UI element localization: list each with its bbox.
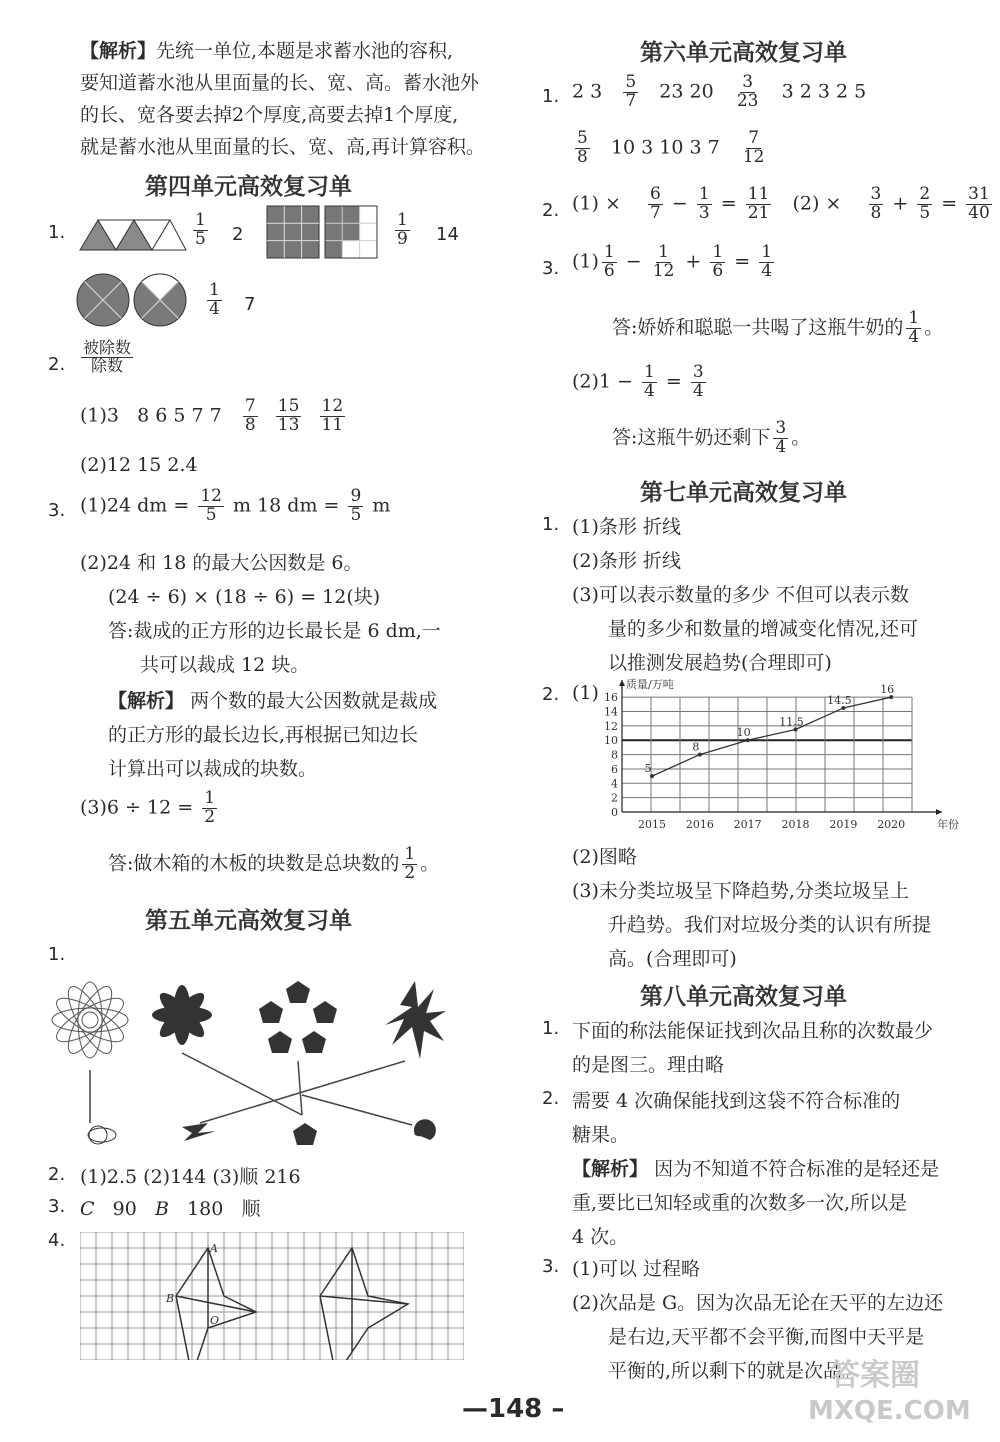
u8-q1-number: 1. xyxy=(542,1018,560,1039)
point-a-label: A xyxy=(210,1242,218,1255)
u5-q3-text: C 90 B 180 顺 xyxy=(80,1198,261,1220)
u7-q1-line4: 量的多少和数量的增减变化情况,还可 xyxy=(608,618,919,640)
circles-figure xyxy=(76,272,188,328)
x-tick-label: 2015 xyxy=(638,818,666,831)
bottom-shapes xyxy=(88,1119,436,1145)
shape-rotated xyxy=(320,1248,408,1360)
y-tick-label: 10 xyxy=(604,734,618,748)
u4-q2-row1: (1)3 8 6 5 7 7 $\frac{7}{8}$ $\frac{15}{13}$ $\frac{12}{11}$ xyxy=(80,396,344,435)
u7-q1-line3: (3)可以表示数量的多少 不但可以表示数 xyxy=(572,584,909,606)
u6-q2-number: 2. xyxy=(542,200,560,221)
y-axis-label: 质量/万吨 xyxy=(626,678,674,691)
line-chart xyxy=(592,676,964,832)
data-label: 8 xyxy=(692,740,700,754)
y-tick-label: 4 xyxy=(611,777,618,791)
x-tick-label: 2019 xyxy=(829,818,858,831)
triangles-figure xyxy=(78,218,188,252)
u6-q2-expr: (1) × $\frac{6}{7}$ − $\frac{1}{3}$ = $\frac{11}{21}$ (2) × $\frac{3}{8}$ + $\frac{2}{5}$ = $\frac{31}{40}$ xyxy=(572,184,990,223)
u8-q3-line2: (2)次品是 G。因为次品无论在天平的左边还 xyxy=(572,1292,944,1314)
intro-analysis-line1 xyxy=(80,36,453,63)
rotation-grid-figure xyxy=(80,1232,464,1360)
u4-q3-line3: (24 ÷ 6) × (18 ÷ 6) = 12(块) xyxy=(108,586,381,608)
u7-q2-line5: 高。(合理即可) xyxy=(608,948,737,970)
x-tick-label: 2017 xyxy=(733,818,762,831)
u7-q1-number: 1. xyxy=(542,514,560,535)
u4-q3-line5: 共可以裁成 12 块。 xyxy=(140,654,310,676)
x-tick-label: 2018 xyxy=(781,818,810,831)
y-tick-label: 8 xyxy=(611,748,618,762)
u8-q2-analysis2: 重,要比已知轻或重的次数多一次,所以是 xyxy=(572,1192,908,1214)
data-label: 11.5 xyxy=(779,715,804,729)
y-tick-label: 16 xyxy=(604,691,618,705)
u4-q1-val2: 14 xyxy=(436,224,459,245)
x-axis-label: 年份 xyxy=(937,818,959,831)
u4-q3-analysis1: 【解析】 两个数的最大公因数就是裁成 xyxy=(108,690,438,712)
u4-q3-line2: (2)24 和 18 的最大公因数是 6。 xyxy=(80,552,363,574)
flower-outline-figure xyxy=(51,981,129,1059)
u7-q2-line3: (3)未分类垃圾呈下降趋势,分类垃圾呈上 xyxy=(572,880,909,902)
point-o-label: O xyxy=(210,1314,220,1327)
watermark-url: MXQE.COM xyxy=(808,1396,971,1426)
u6-q1-row2: $\frac{5}{8}$ 10 3 10 3 7 $\frac{7}{12}$ xyxy=(577,128,765,167)
u4-q1-frac2: $\frac{1}{9}$ xyxy=(397,210,408,249)
analysis-text: 先统一单位,本题是求蓄水池的容积, xyxy=(156,40,454,62)
u4-q3-line1: (1)24 dm = $\frac{12}{5}$ m 18 dm = $\frac{9}{5}$ m xyxy=(80,486,391,525)
pentagon-ring-figure xyxy=(259,981,337,1053)
shape-matching-figure xyxy=(40,975,460,1155)
u4-q2-row2: (2)12 15 2.4 xyxy=(80,454,198,476)
u8-q1-line1: 下面的称法能保证找到次品且称的次数最少 xyxy=(572,1020,934,1042)
u5-q2-number: 2. xyxy=(48,1164,66,1185)
grid-squares-figure xyxy=(266,205,378,259)
unit4-title: 第四单元高效复习单 xyxy=(145,174,352,200)
u8-q3-line4: 平衡的,所以剩下的就是次品。 xyxy=(608,1360,862,1382)
series-line xyxy=(652,697,891,776)
y-tick-label: 6 xyxy=(611,762,618,776)
y-tick-label: 12 xyxy=(604,719,618,733)
intro-analysis-line2: 要知道蓄水池从里面量的长、宽、高。蓄水池外 xyxy=(80,72,480,94)
u4-q1-frac1: $\frac{1}{5}$ xyxy=(195,210,206,249)
data-label: 5 xyxy=(644,762,652,776)
u5-q4-number: 4. xyxy=(48,1230,66,1251)
u4-q2-number: 2. xyxy=(48,354,66,375)
u8-q2-number: 2. xyxy=(542,1088,560,1109)
u6-q1-row1: 2 3 $\frac{5}{7}$ 23 20 $\frac{3}{23}$ 3 2 3 2 5 xyxy=(572,72,867,111)
u8-q3-number: 3. xyxy=(542,1256,560,1277)
u7-q1-line1: (1)条形 折线 xyxy=(572,516,681,538)
u4-q3-line7: 答:做木箱的木板的块数是总块数的 $\frac{1}{2}$ 。 xyxy=(108,844,440,883)
u8-q2-line2: 糖果。 xyxy=(572,1124,630,1146)
u4-q1-val3: 7 xyxy=(244,294,256,315)
u5-q3-number: 3. xyxy=(48,1196,66,1217)
u4-q3-analysis3: 计算出可以裁成的块数。 xyxy=(108,758,318,780)
intro-analysis-line3: 的长、宽各要去掉2个厚度,高要去掉1个厚度, xyxy=(80,104,459,126)
y-tick-label: 2 xyxy=(611,791,618,805)
unit8-title: 第八单元高效复习单 xyxy=(640,984,847,1010)
point-b-label: B xyxy=(166,1292,175,1305)
data-label: 16 xyxy=(880,683,895,697)
u4-q3-line4: 答:裁成的正方形的边长最长是 6 dm,一 xyxy=(108,620,441,642)
lightning-star-figure xyxy=(385,981,446,1059)
u4-q3-line6: (3)6 ÷ 12 = $\frac{1}{2}$ xyxy=(80,788,216,827)
u8-q1-line2: 的是图三。理由略 xyxy=(572,1054,725,1076)
u6-q1-number: 1. xyxy=(542,86,560,107)
u4-q1-number: 1. xyxy=(48,222,66,243)
u6-q3-expr1: (1) $\frac{1}{6}$ − $\frac{1}{12}$ + $\frac{1}{6}$ = $\frac{1}{4}$ xyxy=(572,242,773,281)
u4-q1-frac3: $\frac{1}{4}$ xyxy=(209,280,220,319)
unit5-title: 第五单元高效复习单 xyxy=(145,908,352,934)
u7-q1-line2: (2)条形 折线 xyxy=(572,550,681,572)
u4-q3-analysis2: 的正方形的最长边长,再根据已知边长 xyxy=(108,724,419,746)
u6-q3-number: 3. xyxy=(542,258,560,279)
y-tick-label: 0 xyxy=(611,806,618,819)
y-tick-label: 14 xyxy=(604,705,618,719)
data-label: 14.5 xyxy=(827,693,852,707)
u5-q2-text: (1)2.5 (2)144 (3)顺 216 xyxy=(80,1166,301,1188)
u8-q2-analysis3: 4 次。 xyxy=(572,1226,629,1248)
u6-q3-answer2: 答:这瓶牛奶还剩下 $\frac{3}{4}$ 。 xyxy=(612,418,811,457)
u7-q2-number: 2. xyxy=(542,684,560,705)
u4-q3-number: 3. xyxy=(48,500,66,521)
u8-q3-line3: 是右边,天平都不会平衡,而图中天平是 xyxy=(608,1326,925,1348)
unit7-title: 第七单元高效复习单 xyxy=(640,480,847,506)
x-axis-arrow xyxy=(936,809,942,815)
u6-q3-expr2: (2)1 − $\frac{1}{4}$ = $\frac{3}{4}$ xyxy=(572,362,704,401)
u7-q2-line4: 升趋势。我们对垃圾分类的认识有所提 xyxy=(608,914,932,936)
u5-q1-number: 1. xyxy=(48,944,66,965)
unit6-title: 第六单元高效复习单 xyxy=(640,40,847,66)
data-label: 10 xyxy=(736,726,751,740)
u4-q2-fraction-def: $\frac{\text{被除数}}{\text{除数}}$ xyxy=(83,338,132,375)
x-tick-label: 2016 xyxy=(685,818,714,831)
u8-q2-line1: 需要 4 次确保能找到这袋不符合标准的 xyxy=(572,1090,901,1112)
intro-analysis-line4: 就是蓄水池从里面量的长、宽、高,再计算容积。 xyxy=(80,136,486,158)
page-number: —148 – xyxy=(462,1394,565,1424)
x-tick-label: 2020 xyxy=(877,818,906,831)
u4-q1-val1: 2 xyxy=(232,224,244,245)
analysis-tag: 【解析】 xyxy=(80,40,157,62)
dark-petal-figure xyxy=(152,985,212,1045)
u8-q3-line1: (1)可以 过程略 xyxy=(572,1258,700,1280)
u7-q2-part1: (1) xyxy=(572,682,599,704)
u8-q2-analysis1: 【解析】 因为不知道不符合标准的是轻还是 xyxy=(572,1158,940,1180)
u7-q1-line5: 以推测发展趋势(合理即可) xyxy=(608,652,832,674)
u7-q2-line2: (2)图略 xyxy=(572,846,637,868)
y-axis-arrow xyxy=(619,680,625,686)
watermark-logo: 答案圈 xyxy=(830,1358,920,1393)
u6-q3-answer1: 答:娇娇和聪聪一共喝了这瓶牛奶的 $\frac{1}{4}$ 。 xyxy=(612,308,944,347)
